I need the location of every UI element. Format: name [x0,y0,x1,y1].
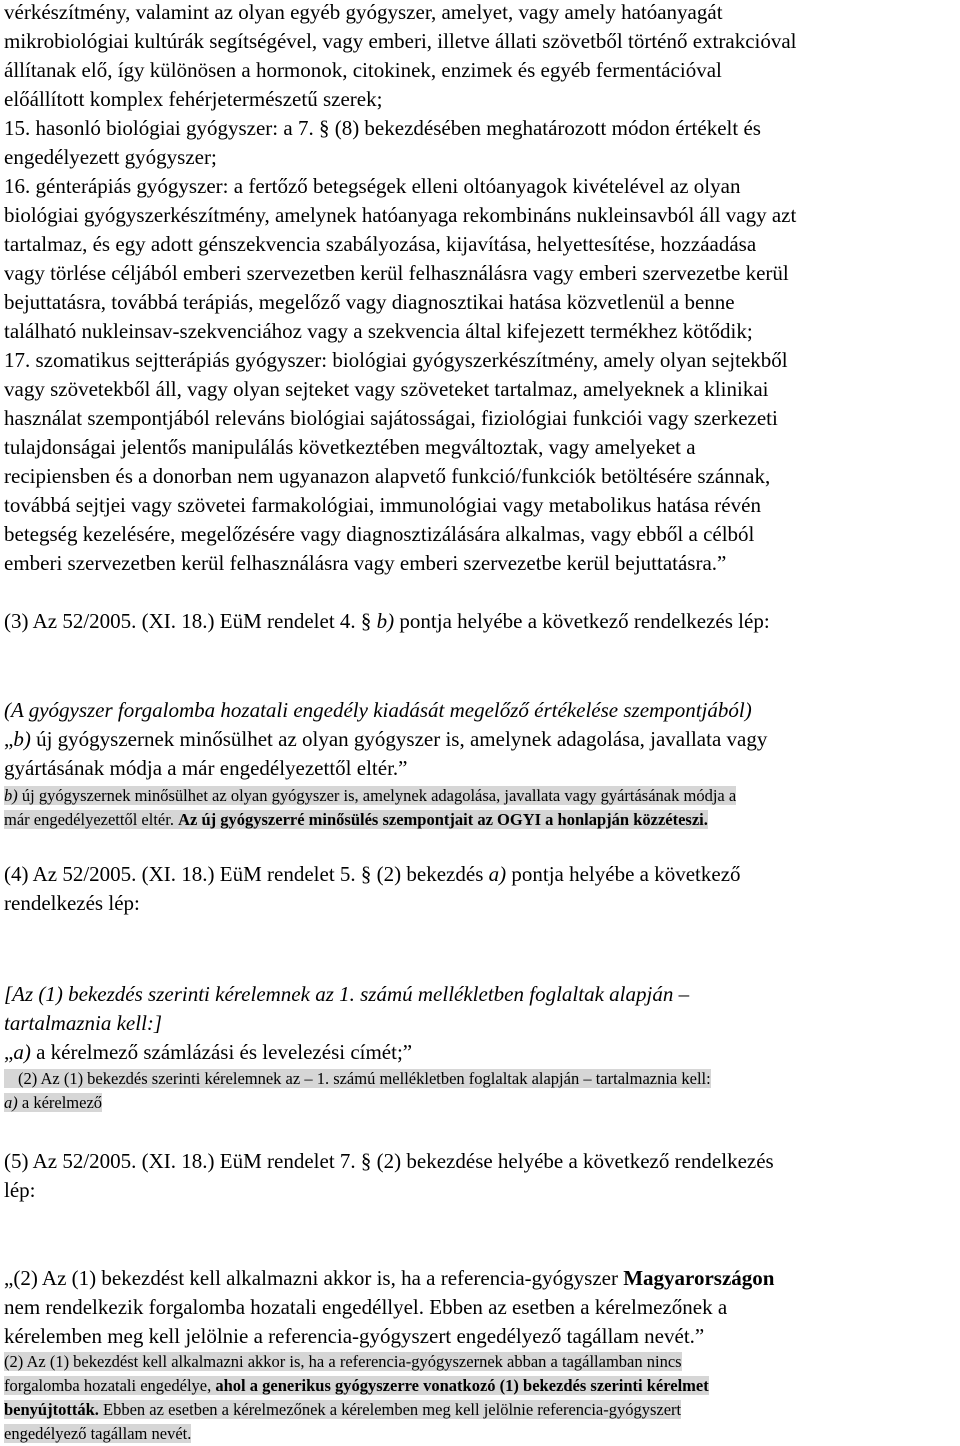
definition-line: bejuttatásra, továbbá terápiás, megelőző vagy diagnosztikai hatása közvetlenül a benne [4,290,735,314]
definition-line: betegség kezelésére, megelőzésére vagy diagnosztizálására alkalmas, vagy ebből a célból [4,522,755,546]
definition-line: tartalmaz, és egy adott génszekvencia szabályozása, kijavítása, helyettesítése, hozzáadása [4,232,757,256]
definition-line: vagy törlése céljából emberi szervezetben kerül felhasználásra vagy emberi szervezetbe kerül [4,261,789,285]
section-4-heading: tartalmaznia kell:] [4,1011,163,1035]
section-5-old-text: forgalomba hozatali engedélye, ahol a generikus gyógyszerre vonatkozó (1) bekezdés szerinti kérelmet [4,1376,709,1395]
definition-line: vérkészítmény, valamint az olyan egyéb gyógyszer, amelyet, vagy amely hatóanyagát [4,0,723,24]
section-5-old-text: engedélyező tagállam nevét. [4,1424,192,1443]
section-3-quote: „b) új gyógyszernek minősülhet az olyan gyógyszer is, amelynek adagolása, javallata vagy [4,727,768,751]
definition-line: továbbá sejtjei vagy szövetei farmakológiai, immunológiai vagy metabolikus hatása révén [4,493,761,517]
definition-line: biológiai gyógyszerkészítmény, amelynek hatóanyaga rekombináns nukleinsavból áll vagy azt [4,203,797,227]
definition-line: engedélyezett gyógyszer; [4,145,217,169]
definition-line: tulajdonságai jelentős manipulálás következtében megváltoztak, vagy amelyeket a [4,435,696,459]
section-4-intro: (4) Az 52/2005. (XI. 18.) EüM rendelet 5. § (2) bekezdés a) pontja helyébe a következő [4,862,741,886]
definition-line: előállított komplex fehérjetermészetű szerek; [4,87,383,111]
section-5-quote: „(2) Az (1) bekezdést kell alkalmazni akkor is, ha a referencia-gyógyszer Magyarországon [4,1266,775,1290]
section-3-heading: (A gyógyszer forgalomba hozatali engedély kiadását megelőző értékelése szempontjából) [4,698,752,722]
definition-line: állítanak elő, így különösen a hormonok, citokinek, enzimek és egyéb fermentációval [4,58,722,82]
definition-line: mikrobiológiai kultúrák segítségével, vagy emberi, illetve állati szövetből történő extrakcióval [4,29,797,53]
section-5-quote: kérelemben meg kell jelölnie a referencia-gyógyszert engedélyező tagállam nevét.” [4,1324,705,1348]
definition-line: található nukleinsav-szekvenciához vagy a szekvencia által kifejezett termékhez kötődik; [4,319,753,343]
definition-line: emberi szervezetben kerül felhasználásra vagy emberi szervezetbe kerül bejuttatásra.” [4,551,727,575]
section-4-heading: [Az (1) bekezdés szerinti kérelemnek az 1. számú mellékletben foglaltak alapján – [4,982,690,1006]
section-4-quote: „a) a kérelmező számlázási és levelezési címét;” [4,1040,413,1064]
section-4-intro: rendelkezés lép: [4,891,140,915]
definition-line: 15. hasonló biológiai gyógyszer: a 7. § (8) bekezdésében meghatározott módon értékelt és [4,116,761,140]
section-3-intro: (3) Az 52/2005. (XI. 18.) EüM rendelet 4. § b) pontja helyébe a következő rendelkezés lép: [4,609,770,633]
section-5-old-text: benyújtották. Ebben az esetben a kérelmezőnek a kérelemben meg kell jelölnie referencia-gyógyszert [4,1400,682,1419]
definition-line: recipiensben és a donorban nem ugyanazon alapvető funkció/funkciók betöltésére szánnak, [4,464,771,488]
section-5-intro: (5) Az 52/2005. (XI. 18.) EüM rendelet 7. § (2) bekezdése helyébe a következő rendelkezés [4,1149,774,1173]
section-3-old-text: már engedélyezettől eltér. Az új gyógyszerré minősülés szempontjait az OGYI a honlapján közzéteszi. [4,810,708,829]
section-4-old-text: a) a kérelmező [4,1093,103,1112]
section-4-old-text: (2) Az (1) bekezdés szerinti kérelemnek az – 1. számú mellékletben foglaltak alapján – tartalmaznia kell: [4,1069,711,1089]
definition-line: 16. génterápiás gyógyszer: a fertőző betegségek elleni oltóanyagok kivételével az olyan [4,174,741,198]
section-3-quote: gyártásának módja a már engedélyezettől eltér.” [4,756,408,780]
section-5-quote: nem rendelkezik forgalomba hozatali engedéllyel. Ebben az esetben a kérelmezőnek a [4,1295,728,1319]
definition-line: használat szempontjából releváns biológiai sajátosságai, fiziológiai funkciói vagy szerkezeti [4,406,778,430]
definition-line: 17. szomatikus sejtterápiás gyógyszer: biológiai gyógyszerkészítmény, amely olyan sejtekből [4,348,788,372]
definition-line: vagy szövetekből áll, vagy olyan sejteket vagy szöveteket tartalmaz, amelyeknek a klinikai [4,377,769,401]
section-5-intro: lép: [4,1178,36,1202]
section-5-old-text: (2) Az (1) bekezdést kell alkalmazni akkor is, ha a referencia-gyógyszernek abban a tagállamban nincs [4,1352,682,1371]
section-3-old-text: b) új gyógyszernek minősülhet az olyan gyógyszer is, amelynek adagolása, javallata vagy gyártásának módja a [4,786,737,805]
